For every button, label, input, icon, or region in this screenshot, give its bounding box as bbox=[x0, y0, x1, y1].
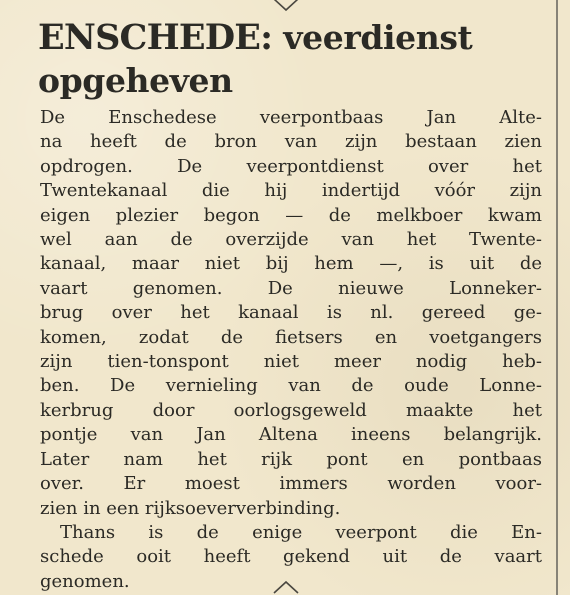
article-body bbox=[40, 106, 542, 594]
article-line: De Enschedese veerpontbaas Jan Alte- bbox=[40, 107, 542, 128]
article-line: na heeft de bron van zijn bestaan zien bbox=[40, 131, 542, 153]
article-line: ben. De vernieling van de oude Lonne- bbox=[40, 375, 542, 397]
article-line: kerbrug door oorlogsgeweld maakte het bbox=[40, 399, 542, 421]
article-line: kanaal, maar niet bij hem —, is uit de bbox=[40, 253, 542, 275]
article-line: zien in een rijksoeververbinding. bbox=[40, 497, 341, 519]
article-line: wel aan de overzijde van het Twente- bbox=[40, 229, 542, 251]
article-line: opdrogen. De veerpontdienst over het bbox=[40, 155, 542, 177]
article-line: komen, zodat de fietsers en voetgangers bbox=[40, 326, 542, 348]
article-line: over. Er moest immers worden voor- bbox=[40, 473, 542, 495]
article-line: Thans is de enige veerpont die En- bbox=[60, 521, 542, 543]
article-line: zijn tien-tonspont niet meer nodig heb- bbox=[40, 351, 542, 373]
article-line: genomen. bbox=[40, 570, 130, 592]
article-line: vaart genomen. De nieuwe Lonneker- bbox=[40, 277, 542, 299]
diamond-ornament-icon bbox=[272, 580, 300, 594]
article-line: eigen plezier begon — de melkboer kwam bbox=[40, 204, 542, 226]
headline-rest: veerdienst opgeheven bbox=[38, 18, 473, 100]
article-line: Twentekanaal die hij indertijd vóór zijn bbox=[40, 180, 542, 202]
article-line: schede ooit heeft gekend uit de vaart bbox=[40, 546, 542, 568]
column-rule bbox=[556, 0, 558, 595]
headline-lead: ENSCHEDE: bbox=[38, 17, 273, 58]
article-line: brug over het kanaal is nl. gereed ge- bbox=[40, 302, 542, 324]
article-line: Later nam het rijk pont en pontbaas bbox=[40, 448, 542, 470]
headline bbox=[38, 16, 538, 102]
article-line: pontje van Jan Altena ineens belangrijk. bbox=[40, 424, 542, 446]
diamond-ornament-icon bbox=[272, 0, 300, 12]
